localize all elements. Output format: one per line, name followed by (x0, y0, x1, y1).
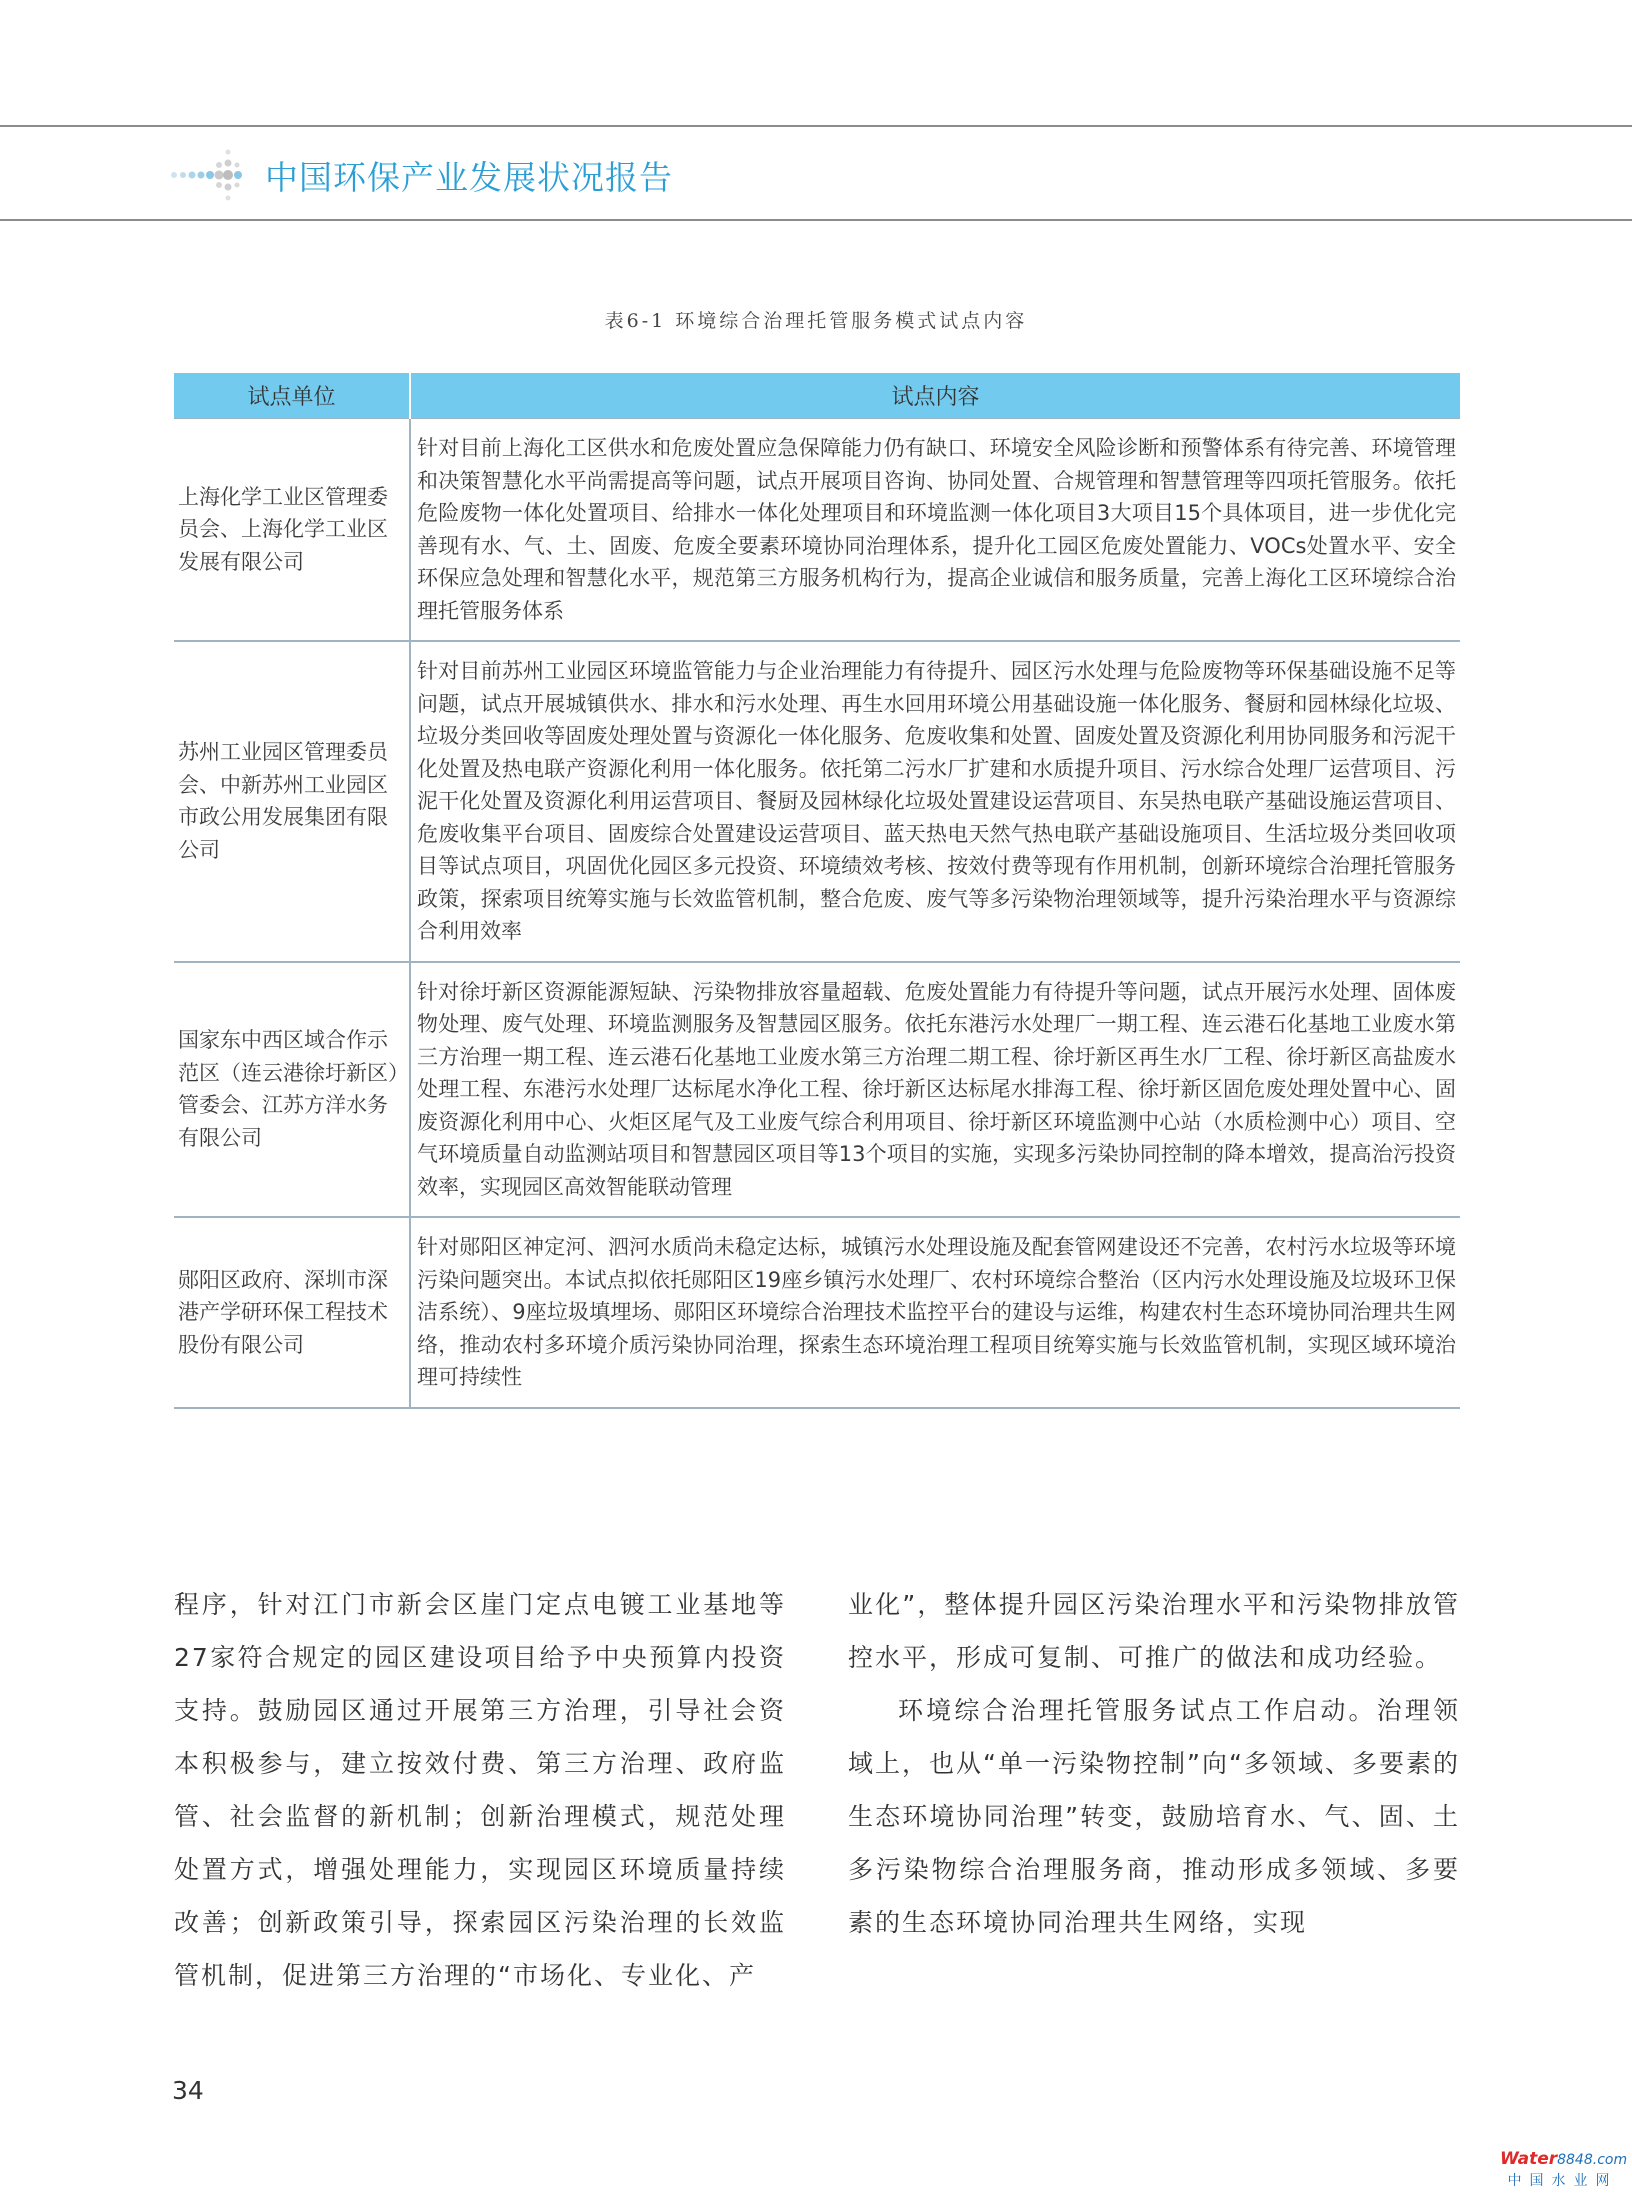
unit-cell: 上海化学工业区管理委员会、上海化学工业区发展有限公司 (174, 419, 410, 642)
content-cell: 针对徐圩新区资源能源短缺、污染物排放容量超载、危废处置能力有待提升等问题，试点开展污水处理、固体废物处理、废气处理、环境监测服务及智慧园区服务。依托东港污水处理厂一期工程、连云港石化基地工业废水第三方治理一期工程、连云港石化基地工业废水第三方治理二期工程、徐圩新区再生水厂工程、徐圩新区高盐废水处理工程、东港污水处理厂达标尾水净化工程、徐圩新区达标尾水排海工程、徐圩新区固危废处理处置中心、固废资源化利用中心、火炬区尾气及工业废气综合利用项目、徐圩新区环境监测中心站（水质检测中心）项目、空气环境质量自动监测站项目和智慧园区项目等13个项目的实施，实现多污染协同控制的降本增效，提高治污投资效率，实现园区高效智能联动管理 (410, 962, 1460, 1218)
content-cell: 针对目前上海化工区供水和危废处置应急保障能力仍有缺口、环境安全风险诊断和预警体系有待完善、环境管理和决策智慧化水平尚需提高等问题，试点开展项目咨询、协同处置、合规管理和智慧管理等四项托管服务。依托危险废物一体化处置项目、给排水一体化处理项目和环境监测一体化项目3大项目15个具体项目，进一步优化完善现有水、气、土、固废、危废全要素环境协同治理体系，提升化工园区危废处置能力、VOCs处置水平、安全环保应急处理和智慧化水平，规范第三方服务机构行为，提高企业诚信和服务质量，完善上海化工区环境综合治理托管服务体系 (410, 419, 1460, 642)
table-row (174, 1217, 1460, 1408)
table-row (174, 641, 1460, 962)
table-caption: 表6-1 环境综合治理托管服务模式试点内容 (604, 310, 1028, 332)
column-header-content: 试点内容 (410, 373, 1460, 419)
report-title: 中国环保产业发展状况报告 (265, 158, 673, 197)
watermark-number: 8848 (1557, 2152, 1593, 2168)
body-paragraph: 程序，针对江门市新会区崖门定点电镀工业基地等27家符合规定的园区建设项目给予中央预算内投资支持。鼓励园区通过开展第三方治理，引导社会资本积极参与，建立按效付费、第三方治理、政府监管、社会监督的新机制；创新治理模式，规范处理处置方式，增强处理能力，实现园区环境质量持续改善；创新政策引导，探索园区污染治理的长效监管机制，促进第三方治理的“市场化、专业化、产 (174, 1590, 786, 1990)
column-header-unit: 试点单位 (174, 373, 410, 419)
content-cell: 针对郧阳区神定河、泗河水质尚未稳定达标，城镇污水处理设施及配套管网建设还不完善，农村污水垃圾等环境污染问题突出。本试点拟依托郧阳区19座乡镇污水处理厂、农村环境综合整治（区内污水处理设施及垃圾环卫保洁系统）、9座垃圾填埋场、郧阳区环境综合治理技术监控平台的建设与运维，构建农村生态环境协同治理共生网络，推动农村多环境介质污染协同治理，探索生态环境治理工程项目统筹实施与长效监管机制，实现区域环境治理可持续性 (410, 1217, 1460, 1408)
body-paragraph: 环境综合治理托管服务试点工作启动。治理领域上，也从“单一污染物控制”向“多领域、多要素的生态环境协同治理”转变，鼓励培育水、气、固、土多污染物综合治理服务商，推动形成多领域、多要素的生态环境协同治理共生网络，实现 (848, 1696, 1460, 1937)
table-row (174, 962, 1460, 1218)
watermark-subtitle: 中国水业网 (1507, 2173, 1618, 2189)
unit-cell: 国家东中西区域合作示范区（连云港徐圩新区）管委会、江苏方洋水务有限公司 (174, 962, 410, 1218)
header-bottom-rule (0, 219, 1632, 221)
watermark-word: Water (1500, 2149, 1558, 2169)
watermark-logo (1500, 2148, 1628, 2196)
unit-cell: 苏州工业园区管理委员会、中新苏州工业园区市政公用发展集团有限公司 (174, 641, 410, 962)
body-column-left (174, 1578, 786, 2002)
pilot-content-table (174, 373, 1460, 1409)
unit-cell: 郧阳区政府、深圳市深港产学研环保工程技术股份有限公司 (174, 1217, 410, 1408)
content-cell: 针对目前苏州工业园区环境监管能力与企业治理能力有待提升、园区污水处理与危险废物等环保基础设施不足等问题，试点开展城镇供水、排水和污水处理、再生水回用环境公用基础设施一体化服务、餐厨和园林绿化垃圾、垃圾分类回收等固废处理处置与资源化一体化服务、危废收集和处置、固废处置及资源化利用协同服务和污泥干化处置及热电联产资源化利用一体化服务。依托第二污水厂扩建和水质提升项目、污水综合处理厂运营项目、污泥干化处置及资源化利用运营项目、餐厨及园林绿化垃圾处置建设运营项目、东吴热电联产基础设施运营项目、危废收集平台项目、固废综合处置建设运营项目、蓝天热电天然气热电联产基础设施项目、生活垃圾分类回收项目等试点项目，巩固优化园区多元投资、环境绩效考核、按效付费等现有作用机制，创新环境综合治理托管服务政策，探索项目统筹实施与长效监管机制，整合危废、废气等多污染物治理领域等，提升污染治理水平与资源综合利用效率 (410, 641, 1460, 962)
table-row (174, 419, 1460, 642)
page-number: 34 (172, 2076, 204, 2105)
header-top-rule (0, 125, 1632, 127)
header-dots-decoration (170, 145, 260, 205)
body-column-right (848, 1578, 1460, 1949)
table-header-row (174, 373, 1460, 419)
watermark-suffix: .com (1592, 2152, 1628, 2168)
body-paragraph: 业化”，整体提升园区污染治理水平和污染物排放管控水平，形成可复制、可推广的做法和成功经验。 (848, 1590, 1460, 1672)
